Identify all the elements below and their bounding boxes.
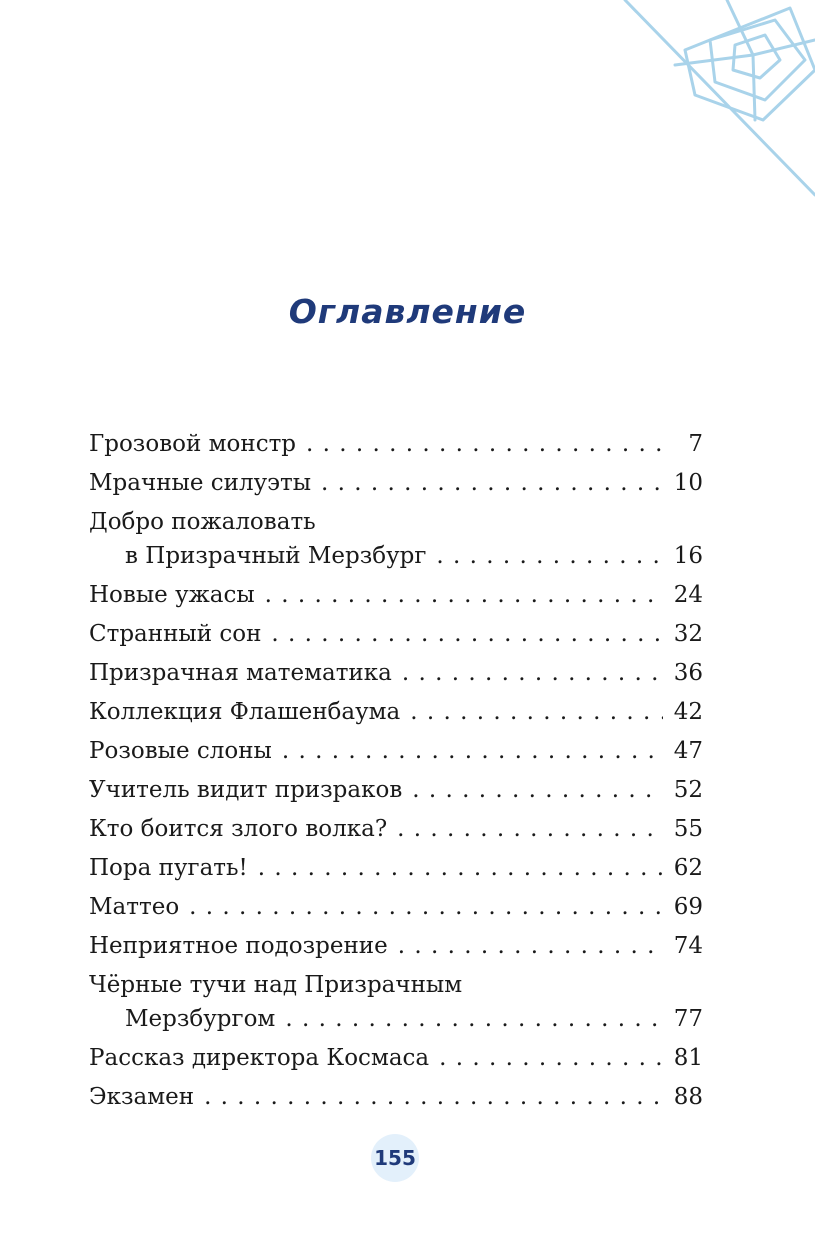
- toc-dot-leader: [296, 427, 663, 461]
- toc-entry-line: [89, 929, 703, 963]
- toc-dot-leader: [311, 466, 663, 500]
- toc-entry: [89, 968, 703, 1036]
- toc-entry-line: [89, 1002, 703, 1036]
- toc-entry-line: [89, 773, 703, 807]
- toc-entry-page: 24: [673, 582, 703, 608]
- toc-entry-title: Мерзбургом: [125, 1006, 276, 1032]
- toc-entry: [89, 617, 703, 651]
- toc-entry-page: 32: [673, 621, 703, 647]
- toc-entry-page: 10: [673, 470, 703, 496]
- toc-entry-title: Розовые слоны: [89, 738, 272, 764]
- table-of-contents: [89, 427, 703, 1119]
- page-number: 155: [371, 1134, 419, 1182]
- spider-web-icon: [615, 0, 815, 200]
- toc-entry: [89, 1041, 703, 1075]
- toc-entry-title: Чёрные тучи над Призрачным: [89, 972, 463, 998]
- toc-dot-leader: [426, 539, 663, 573]
- toc-entry-title: Странный сон: [89, 621, 262, 647]
- toc-entry-page: 36: [673, 660, 703, 686]
- toc-entry: [89, 773, 703, 807]
- toc-dot-leader: [387, 812, 663, 846]
- toc-entry-line: [89, 505, 703, 539]
- toc-entry-line: [89, 695, 703, 729]
- toc-entry-line: [89, 578, 703, 612]
- toc-entry-line: [89, 1041, 703, 1075]
- toc-entry-page: 42: [673, 699, 703, 725]
- toc-entry-page: 77: [673, 1006, 703, 1032]
- toc-entry-line: [89, 851, 703, 885]
- toc-entry: [89, 656, 703, 690]
- toc-dot-leader: [248, 851, 663, 885]
- toc-dot-leader: [255, 578, 663, 612]
- toc-entry-line: [89, 466, 703, 500]
- toc-entry-title: Кто боится злого волка?: [89, 816, 388, 842]
- toc-entry: [89, 505, 703, 573]
- toc-entry-page: 62: [673, 855, 703, 881]
- toc-entry-title: Маттео: [89, 894, 180, 920]
- toc-entry: [89, 466, 703, 500]
- toc-dot-leader: [402, 773, 663, 807]
- toc-entry: [89, 1080, 703, 1114]
- toc-entry-page: 16: [673, 543, 703, 569]
- toc-dot-leader: [429, 1041, 663, 1075]
- toc-entry: [89, 734, 703, 768]
- toc-entry-line: [89, 1080, 703, 1114]
- toc-entry-page: 7: [688, 431, 703, 457]
- toc-entry: [89, 578, 703, 612]
- page-title: Оглавление: [288, 292, 527, 331]
- toc-entry: [89, 695, 703, 729]
- toc-entry-line: [89, 734, 703, 768]
- toc-entry-title: Грозовой монстр: [89, 431, 297, 457]
- toc-entry-line: [89, 539, 703, 573]
- toc-entry-line: [89, 427, 703, 461]
- toc-dot-leader: [272, 734, 663, 768]
- toc-entry-title: Пора пугать!: [89, 855, 248, 881]
- toc-entry-page: 88: [673, 1084, 703, 1110]
- toc-entry-page: 69: [673, 894, 703, 920]
- toc-entry-page: 47: [673, 738, 703, 764]
- toc-dot-leader: [392, 656, 663, 690]
- toc-entry-line: [89, 617, 703, 651]
- toc-entry-title: в Призрачный Мерзбург: [125, 543, 427, 569]
- toc-entry-title: Новые ужасы: [89, 582, 255, 608]
- toc-dot-leader: [179, 890, 663, 924]
- toc-entry: [89, 812, 703, 846]
- toc-entry-page: 81: [673, 1045, 703, 1071]
- toc-entry-page: 52: [673, 777, 703, 803]
- toc-dot-leader: [261, 617, 663, 651]
- toc-entry-title: Экзамен: [89, 1084, 195, 1110]
- toc-entry-title: Коллекция Флашенбаума: [89, 699, 401, 725]
- toc-entry-page: 55: [673, 816, 703, 842]
- toc-entry: [89, 427, 703, 461]
- toc-entry-title: Призрачная математика: [89, 660, 392, 686]
- toc-entry: [89, 851, 703, 885]
- toc-entry-title: Учитель видит призраков: [89, 777, 403, 803]
- toc-entry-line: [89, 968, 703, 1002]
- toc-dot-leader: [275, 1002, 663, 1036]
- toc-entry-line: [89, 656, 703, 690]
- toc-dot-leader: [388, 929, 663, 963]
- toc-entry: [89, 929, 703, 963]
- toc-entry-title: Неприятное подозрение: [89, 933, 388, 959]
- toc-entry-title: Добро пожаловать: [89, 509, 316, 535]
- toc-entry-title: Рассказ директора Космаса: [89, 1045, 430, 1071]
- toc-entry-line: [89, 812, 703, 846]
- toc-entry-line: [89, 890, 703, 924]
- toc-entry-page: 74: [673, 933, 703, 959]
- toc-entry: [89, 890, 703, 924]
- toc-dot-leader: [194, 1080, 663, 1114]
- toc-dot-leader: [400, 695, 663, 729]
- toc-entry-title: Мрачные силуэты: [89, 470, 312, 496]
